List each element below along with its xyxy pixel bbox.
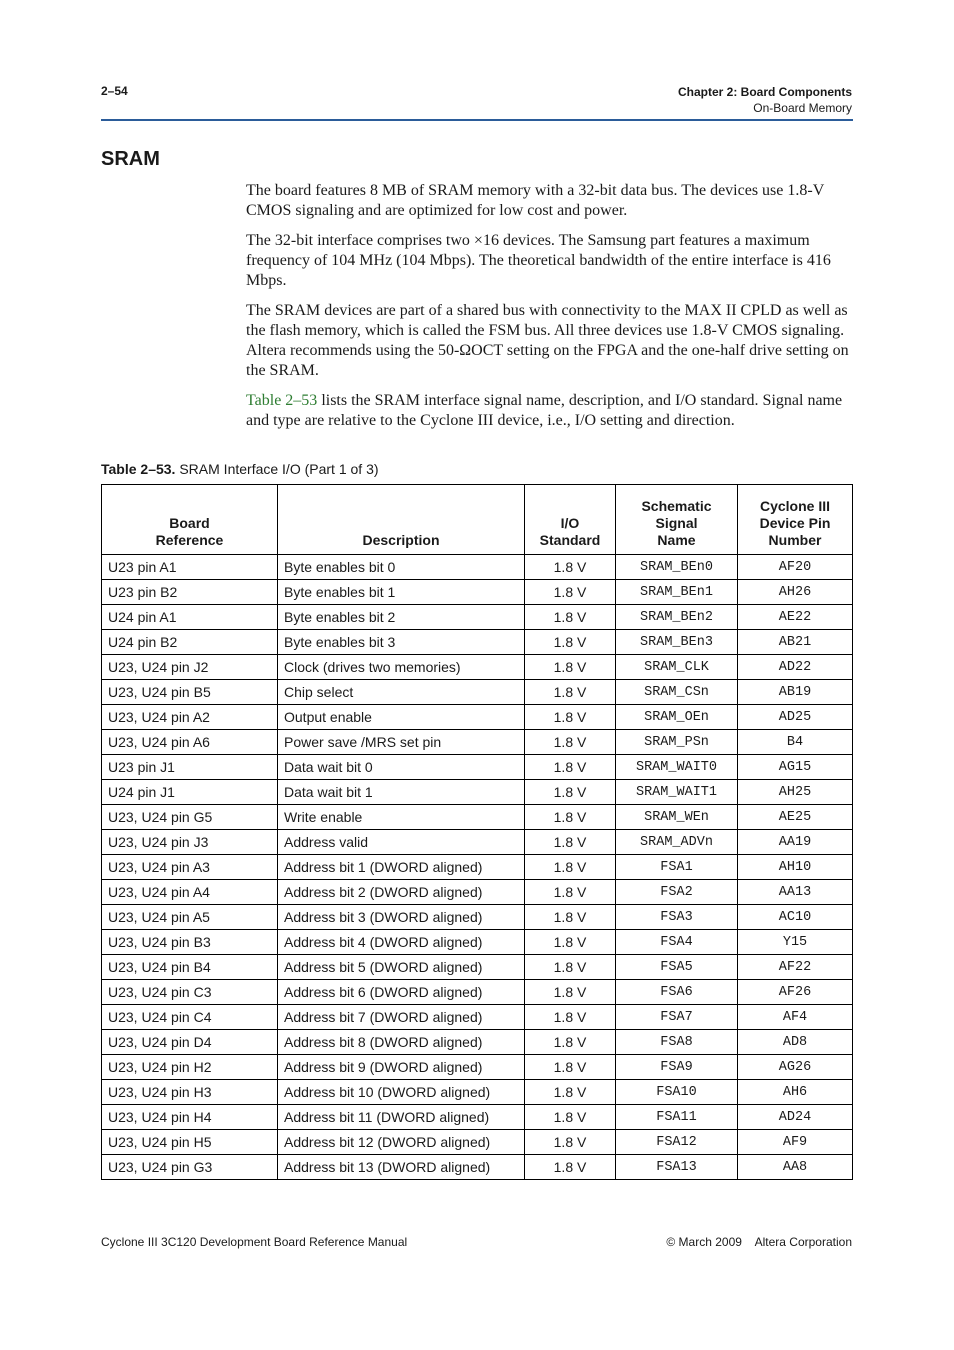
table-row xyxy=(102,1155,853,1180)
table-caption xyxy=(101,461,379,477)
cell-description: Data wait bit 1 xyxy=(278,780,525,805)
cell-io-standard: 1.8 V xyxy=(525,880,616,905)
cell-description: Address valid xyxy=(278,830,525,855)
cell-device-pin: AC10 xyxy=(738,905,853,930)
table-row xyxy=(102,1005,853,1030)
cell-board-reference: U23, U24 pin B4 xyxy=(102,955,278,980)
paragraph: The board features 8 MB of SRAM memory with a 32-bit data bus. The devices use 1.8-V CMOS signaling and are optimized for low cost and power. xyxy=(246,182,824,219)
cell-signal-name: FSA1 xyxy=(616,855,738,880)
cell-signal-name: SRAM_WAIT0 xyxy=(616,755,738,780)
cell-signal-name: SRAM_BEn1 xyxy=(616,580,738,605)
cell-device-pin: AD8 xyxy=(738,1030,853,1055)
table-row xyxy=(102,905,853,930)
cell-description: Address bit 3 (DWORD aligned) xyxy=(278,905,525,930)
cell-device-pin: AF22 xyxy=(738,955,853,980)
cell-board-reference: U23, U24 pin H3 xyxy=(102,1080,278,1105)
paragraph: The SRAM devices are part of a shared bus with connectivity to the MAX II CPLD as well as the flash memory, which is called the FSM bus. All three devices use 1.8-V CMOS signaling. Altera recommends using the 50-ΩOCT setting on the FPGA and the one-half drive setting on the SRAM. xyxy=(246,302,849,379)
table-part: (Part 1 of 3) xyxy=(304,461,379,477)
cell-board-reference: U23, U24 pin A3 xyxy=(102,855,278,880)
cell-board-reference: U23, U24 pin G3 xyxy=(102,1155,278,1180)
cell-device-pin: AF26 xyxy=(738,980,853,1005)
cell-device-pin: AE22 xyxy=(738,605,853,630)
cell-board-reference: U23 pin J1 xyxy=(102,755,278,780)
table-row xyxy=(102,805,853,830)
cell-board-reference: U24 pin B2 xyxy=(102,630,278,655)
cell-io-standard: 1.8 V xyxy=(525,905,616,930)
cell-io-standard: 1.8 V xyxy=(525,1155,616,1180)
table-row xyxy=(102,980,853,1005)
cell-device-pin: AF9 xyxy=(738,1130,853,1155)
table-cross-reference-link[interactable]: Table 2–53 xyxy=(246,392,318,409)
header-device-pin: Cyclone III Device Pin Number xyxy=(738,485,853,555)
cell-signal-name: FSA10 xyxy=(616,1080,738,1105)
table-row xyxy=(102,655,853,680)
cell-description: Clock (drives two memories) xyxy=(278,655,525,680)
table-row xyxy=(102,1105,853,1130)
cell-device-pin: AF20 xyxy=(738,555,853,580)
cell-description: Address bit 13 (DWORD aligned) xyxy=(278,1155,525,1180)
cell-io-standard: 1.8 V xyxy=(525,580,616,605)
cell-description: Address bit 4 (DWORD aligned) xyxy=(278,930,525,955)
table-row xyxy=(102,730,853,755)
cell-io-standard: 1.8 V xyxy=(525,1105,616,1130)
paragraph: The 32-bit interface comprises two ×16 devices. The Samsung part features a maximum frequency of 104 MHz (104 Mbps). The theoretical bandwidth of the entire interface is 416 Mbps. xyxy=(246,232,831,289)
running-header xyxy=(678,84,852,116)
table-row xyxy=(102,1130,853,1155)
cell-board-reference: U23, U24 pin H5 xyxy=(102,1130,278,1155)
cell-description: Data wait bit 0 xyxy=(278,755,525,780)
table-row xyxy=(102,555,853,580)
cell-device-pin: B4 xyxy=(738,730,853,755)
cell-device-pin: AH26 xyxy=(738,580,853,605)
footer-manual-title: Cyclone III 3C120 Development Board Reference Manual xyxy=(101,1235,408,1249)
cell-board-reference: U23, U24 pin H2 xyxy=(102,1055,278,1080)
cell-device-pin: AD25 xyxy=(738,705,853,730)
cell-board-reference: U23, U24 pin C3 xyxy=(102,980,278,1005)
cell-signal-name: FSA4 xyxy=(616,930,738,955)
cell-device-pin: AD22 xyxy=(738,655,853,680)
cell-io-standard: 1.8 V xyxy=(525,1080,616,1105)
cell-io-standard: 1.8 V xyxy=(525,1030,616,1055)
cell-description: Output enable xyxy=(278,705,525,730)
table-header-row xyxy=(102,485,853,555)
table-row xyxy=(102,880,853,905)
cell-io-standard: 1.8 V xyxy=(525,705,616,730)
cell-io-standard: 1.8 V xyxy=(525,780,616,805)
footer-copyright xyxy=(666,1235,852,1249)
cell-board-reference: U23, U24 pin B5 xyxy=(102,680,278,705)
cell-board-reference: U24 pin J1 xyxy=(102,780,278,805)
cell-io-standard: 1.8 V xyxy=(525,1130,616,1155)
cell-device-pin: AH25 xyxy=(738,780,853,805)
cell-io-standard: 1.8 V xyxy=(525,805,616,830)
cell-signal-name: SRAM_ADVn xyxy=(616,830,738,855)
cell-board-reference: U23, U24 pin H4 xyxy=(102,1105,278,1130)
cell-description: Address bit 11 (DWORD aligned) xyxy=(278,1105,525,1130)
paragraph-text: lists the SRAM interface signal name, description, and I/O standard. Signal name and type are relative to the Cyclone III device, i.e., I/O setting and direction. xyxy=(246,392,843,429)
table-row xyxy=(102,955,853,980)
cell-device-pin: AH6 xyxy=(738,1080,853,1105)
cell-io-standard: 1.8 V xyxy=(525,655,616,680)
table-row xyxy=(102,630,853,655)
header-board-reference: Board Reference xyxy=(102,485,278,555)
cell-board-reference: U23, U24 pin A5 xyxy=(102,905,278,930)
cell-board-reference: U23, U24 pin B3 xyxy=(102,930,278,955)
cell-io-standard: 1.8 V xyxy=(525,955,616,980)
cell-board-reference: U23, U24 pin C4 xyxy=(102,1005,278,1030)
cell-board-reference: U23, U24 pin J2 xyxy=(102,655,278,680)
cell-device-pin: AB21 xyxy=(738,630,853,655)
cell-signal-name: FSA8 xyxy=(616,1030,738,1055)
cell-board-reference: U23, U24 pin D4 xyxy=(102,1030,278,1055)
cell-description: Address bit 10 (DWORD aligned) xyxy=(278,1080,525,1105)
cell-description: Byte enables bit 1 xyxy=(278,580,525,605)
cell-signal-name: FSA13 xyxy=(616,1155,738,1180)
cell-description: Address bit 8 (DWORD aligned) xyxy=(278,1030,525,1055)
cell-signal-name: SRAM_CSn xyxy=(616,680,738,705)
cell-signal-name: SRAM_BEn0 xyxy=(616,555,738,580)
cell-description: Address bit 9 (DWORD aligned) xyxy=(278,1055,525,1080)
table-row xyxy=(102,1055,853,1080)
header-io-standard: I/O Standard xyxy=(525,485,616,555)
table-row xyxy=(102,1080,853,1105)
cell-description: Address bit 12 (DWORD aligned) xyxy=(278,1130,525,1155)
cell-description: Address bit 5 (DWORD aligned) xyxy=(278,955,525,980)
sram-interface-table xyxy=(101,484,853,1180)
cell-signal-name: SRAM_BEn3 xyxy=(616,630,738,655)
paragraph xyxy=(246,391,853,431)
cell-device-pin: AG26 xyxy=(738,1055,853,1080)
cell-board-reference: U23, U24 pin A4 xyxy=(102,880,278,905)
cell-io-standard: 1.8 V xyxy=(525,1005,616,1030)
cell-board-reference: U23 pin B2 xyxy=(102,580,278,605)
cell-board-reference: U24 pin A1 xyxy=(102,605,278,630)
table-row xyxy=(102,1030,853,1055)
cell-device-pin: AA19 xyxy=(738,830,853,855)
cell-io-standard: 1.8 V xyxy=(525,830,616,855)
cell-signal-name: FSA7 xyxy=(616,1005,738,1030)
cell-board-reference: U23, U24 pin J3 xyxy=(102,830,278,855)
cell-signal-name: FSA9 xyxy=(616,1055,738,1080)
cell-signal-name: FSA6 xyxy=(616,980,738,1005)
cell-io-standard: 1.8 V xyxy=(525,555,616,580)
cell-board-reference: U23 pin A1 xyxy=(102,555,278,580)
footer-company: Altera Corporation xyxy=(754,1235,852,1249)
cell-signal-name: SRAM_OEn xyxy=(616,705,738,730)
table-body xyxy=(102,555,853,1180)
cell-description: Address bit 1 (DWORD aligned) xyxy=(278,855,525,880)
cell-signal-name: FSA3 xyxy=(616,905,738,930)
cell-io-standard: 1.8 V xyxy=(525,755,616,780)
footer-date: © March 2009 xyxy=(666,1235,742,1249)
table-row xyxy=(102,930,853,955)
cell-io-standard: 1.8 V xyxy=(525,980,616,1005)
cell-description: Address bit 6 (DWORD aligned) xyxy=(278,980,525,1005)
cell-device-pin: AB19 xyxy=(738,680,853,705)
section-name: On-Board Memory xyxy=(753,101,852,115)
table-row xyxy=(102,680,853,705)
table-row xyxy=(102,705,853,730)
cell-description: Write enable xyxy=(278,805,525,830)
cell-signal-name: SRAM_WAIT1 xyxy=(616,780,738,805)
cell-io-standard: 1.8 V xyxy=(525,855,616,880)
cell-io-standard: 1.8 V xyxy=(525,1055,616,1080)
cell-device-pin: AE25 xyxy=(738,805,853,830)
table-row xyxy=(102,855,853,880)
cell-description: Address bit 2 (DWORD aligned) xyxy=(278,880,525,905)
cell-io-standard: 1.8 V xyxy=(525,730,616,755)
table-row xyxy=(102,780,853,805)
cell-io-standard: 1.8 V xyxy=(525,630,616,655)
header-description: Description xyxy=(278,485,525,555)
cell-device-pin: Y15 xyxy=(738,930,853,955)
cell-signal-name: FSA2 xyxy=(616,880,738,905)
cell-io-standard: 1.8 V xyxy=(525,680,616,705)
cell-description: Power save /MRS set pin xyxy=(278,730,525,755)
cell-board-reference: U23, U24 pin A2 xyxy=(102,705,278,730)
cell-device-pin: AF4 xyxy=(738,1005,853,1030)
header-rule xyxy=(101,119,853,121)
page-number: 2–54 xyxy=(101,84,128,98)
cell-description: Byte enables bit 0 xyxy=(278,555,525,580)
cell-signal-name: SRAM_BEn2 xyxy=(616,605,738,630)
cell-signal-name: FSA11 xyxy=(616,1105,738,1130)
cell-device-pin: AG15 xyxy=(738,755,853,780)
table-row xyxy=(102,830,853,855)
table-row xyxy=(102,605,853,630)
cell-device-pin: AA8 xyxy=(738,1155,853,1180)
cell-description: Chip select xyxy=(278,680,525,705)
table-title: SRAM Interface I/O xyxy=(179,461,301,477)
cell-board-reference: U23, U24 pin A6 xyxy=(102,730,278,755)
table-row xyxy=(102,755,853,780)
cell-io-standard: 1.8 V xyxy=(525,605,616,630)
header-signal-name: Schematic Signal Name xyxy=(616,485,738,555)
section-title: SRAM xyxy=(101,148,160,170)
cell-device-pin: AH10 xyxy=(738,855,853,880)
cell-io-standard: 1.8 V xyxy=(525,930,616,955)
table-label: Table 2–53. xyxy=(101,461,176,477)
cell-signal-name: SRAM_WEn xyxy=(616,805,738,830)
cell-device-pin: AD24 xyxy=(738,1105,853,1130)
chapter-title: Chapter 2: Board Components xyxy=(677,85,852,99)
cell-signal-name: SRAM_PSn xyxy=(616,730,738,755)
cell-board-reference: U23, U24 pin G5 xyxy=(102,805,278,830)
body-text xyxy=(246,181,853,441)
cell-signal-name: FSA5 xyxy=(616,955,738,980)
cell-signal-name: FSA12 xyxy=(616,1130,738,1155)
cell-device-pin: AA13 xyxy=(738,880,853,905)
cell-signal-name: SRAM_CLK xyxy=(616,655,738,680)
cell-description: Byte enables bit 2 xyxy=(278,605,525,630)
table-row xyxy=(102,580,853,605)
cell-description: Address bit 7 (DWORD aligned) xyxy=(278,1005,525,1030)
cell-description: Byte enables bit 3 xyxy=(278,630,525,655)
